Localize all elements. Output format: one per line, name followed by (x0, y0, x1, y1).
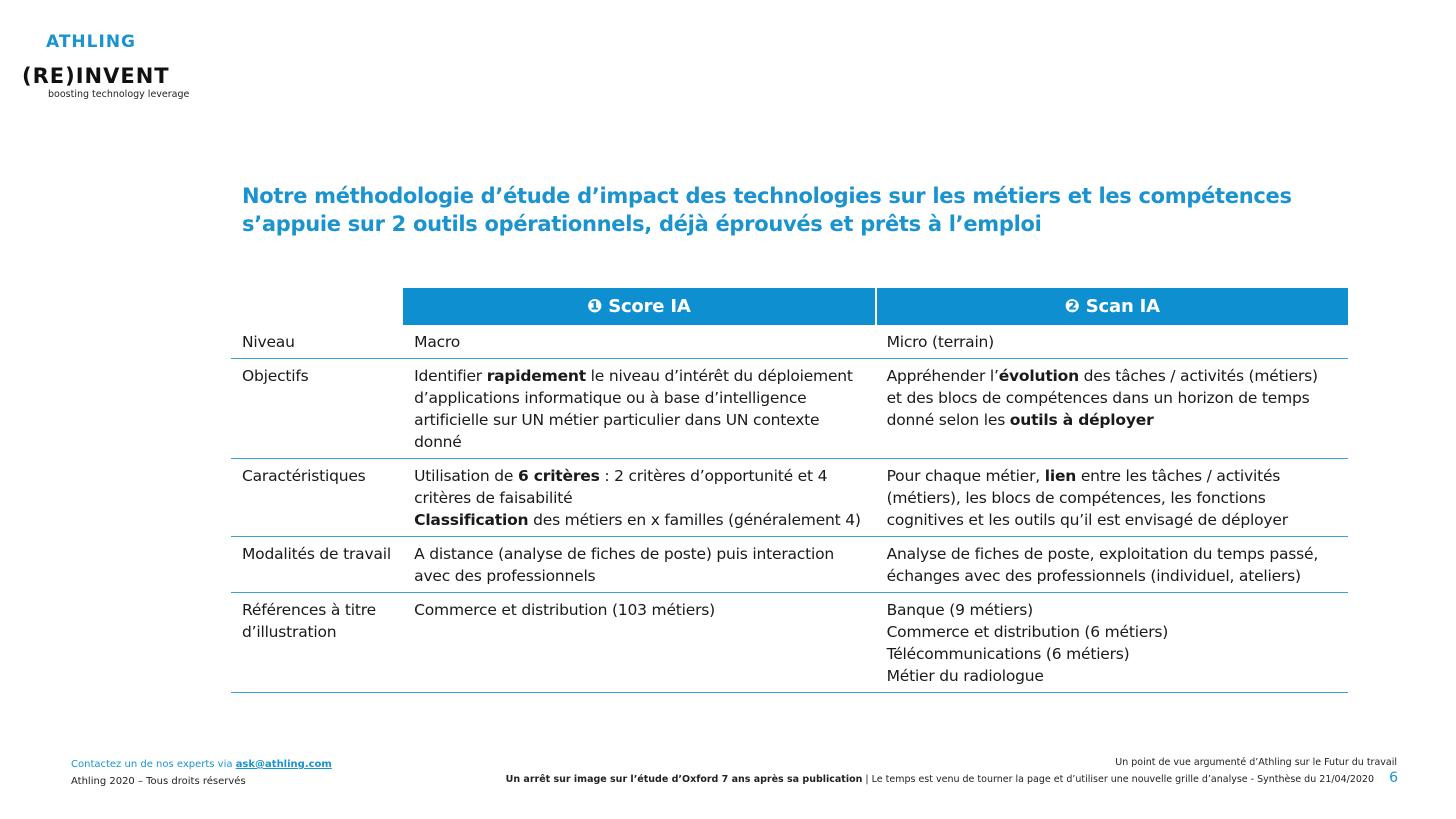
cell-text: A distance (analyse de fiches de poste) puis interaction avec des professionnels (414, 545, 834, 585)
logo-athling: ATHLING (46, 32, 136, 52)
table-row (231, 459, 1348, 537)
score-cell (403, 359, 875, 459)
comparison-table (231, 288, 1348, 693)
cell-text-bold: Classification (414, 511, 529, 529)
cell-text: Métier du radiologue (886, 667, 1044, 685)
scan-cell (876, 459, 1348, 537)
cell-text-bold: rapidement (486, 367, 586, 385)
cell-text: Télécommunications (6 métiers) (886, 645, 1130, 663)
cell-text-bold: 6 critères (517, 467, 600, 485)
table-row (231, 593, 1348, 693)
header-blank (231, 288, 403, 325)
copyright: Athling 2020 – Tous droits réservés (71, 776, 246, 787)
cell-text: Commerce et distribution (6 métiers) (886, 623, 1169, 641)
table-header (231, 288, 1348, 325)
cell-text: Appréhender l’ (886, 367, 999, 385)
table-row (231, 359, 1348, 459)
scan-cell (876, 359, 1348, 459)
cell-text-bold: lien (1044, 467, 1077, 485)
cell-text: Analyse de fiches de poste, exploitation du temps passé, échanges avec des professionnels (individuel, ateliers) (886, 545, 1319, 585)
row-label: Caractéristiques (231, 459, 403, 537)
cell-text: Commerce et distribution (103 métiers) (414, 601, 716, 619)
row-label: Objectifs (231, 359, 403, 459)
logo-tagline: boosting technology leverage (48, 89, 190, 100)
table-row (231, 537, 1348, 593)
score-cell (403, 593, 875, 693)
cell-text: des métiers en x familles (généralement 4) (528, 511, 861, 529)
cell-text: : 2 critères d’opportunité et 4 critères de faisabilité (414, 467, 828, 507)
page-title: Notre méthodologie d’étude d’impact des technologies sur les métiers et les compétences s’appuie sur 2 outils opérationnels, déjà éprouvés et prêts à l’emploi (242, 184, 1292, 236)
header-score-ia: ❶ Score IA (403, 288, 875, 325)
row-label: Niveau (231, 325, 403, 359)
doc-title-rest: | Le temps est venu de tourner la page et d’utiliser une nouvelle grille d’analyse - Synthèse du 21/04/2020 (862, 774, 1374, 785)
cell-text: Utilisation de (414, 467, 518, 485)
scan-cell (876, 325, 1348, 359)
cell-text: des tâches / activités (métiers) et des blocs de compétences dans un horizon de temps donné selon les (886, 367, 1318, 429)
score-cell (403, 325, 875, 359)
page-number: 6 (1389, 770, 1398, 786)
cell-text: Pour chaque métier, (886, 467, 1045, 485)
header-scan-ia: ❷ Scan IA (876, 288, 1348, 325)
scan-cell (876, 537, 1348, 593)
cell-text: Banque (9 métiers) (886, 601, 1033, 619)
score-cell (403, 459, 875, 537)
scan-cell (876, 593, 1348, 693)
cell-text: Macro (414, 333, 461, 351)
doc-title-bold: Un arrêt sur image sur l’étude d’Oxford 7 ans après sa publication (505, 774, 863, 785)
footer-doc-title (506, 774, 1374, 785)
contact-text: Contactez un de nos experts via (71, 759, 236, 770)
table-row (231, 325, 1348, 359)
cell-text: Identifier (414, 367, 487, 385)
cell-text-bold: évolution (998, 367, 1079, 385)
cell-text: entre les tâches / activités (métiers), les blocs de compétences, les fonctions cognitives et les outils qu’il est envisagé de déployer (886, 467, 1288, 529)
logo-reinvent: (RE)INVENT (22, 64, 170, 88)
contact-line (71, 759, 332, 770)
cell-text: le niveau d’intérêt du déploiement d’applications informatique ou à base d’intelligence artificielle sur UN métier particulier dans UN contexte donné (414, 367, 853, 451)
cell-text-bold: outils à déployer (1009, 411, 1154, 429)
contact-email-link[interactable]: ask@athling.com (235, 759, 332, 770)
row-label: Références à titre d’illustration (231, 593, 403, 693)
cell-text: Micro (terrain) (886, 333, 995, 351)
row-label: Modalités de travail (231, 537, 403, 593)
footer-subtitle: Un point de vue argumenté d’Athling sur le Futur du travail (1115, 757, 1397, 768)
score-cell (403, 537, 875, 593)
